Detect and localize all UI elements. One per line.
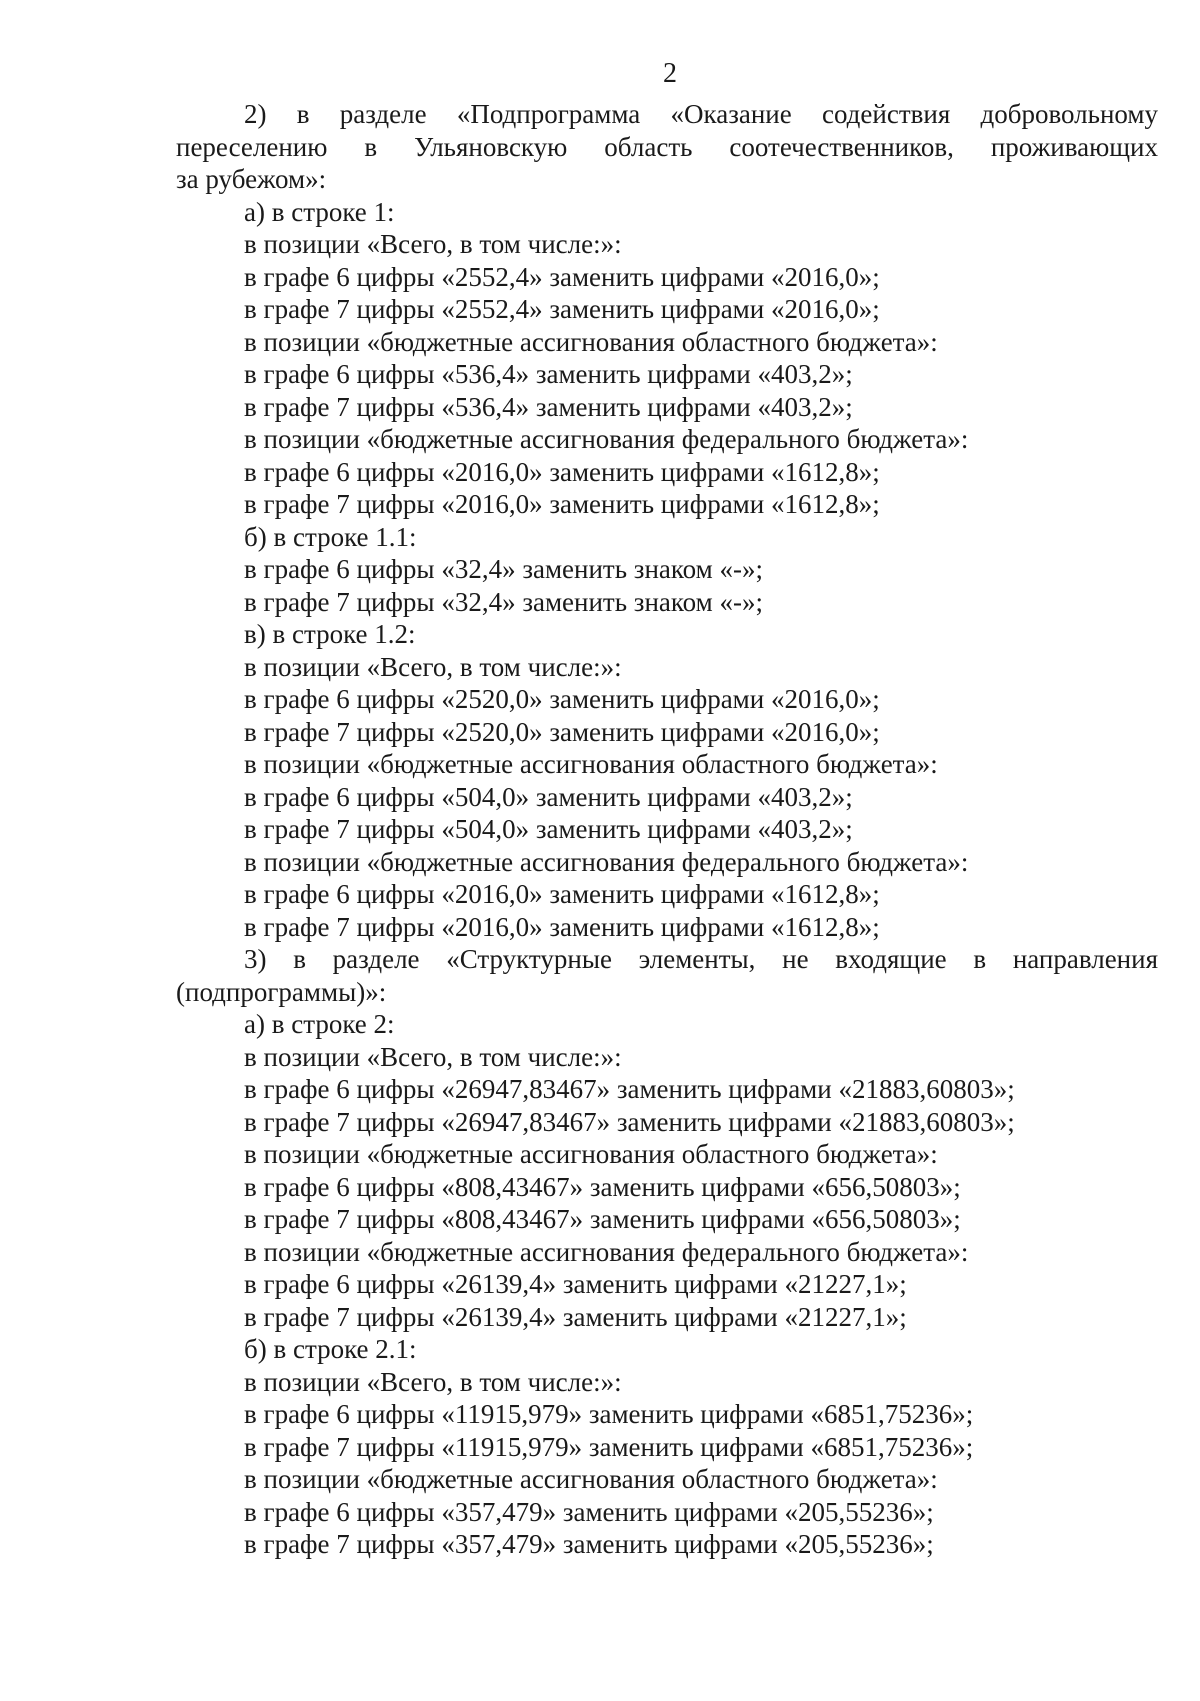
text-line: в позиции «бюджетные ассигнования федерального бюджета»:: [244, 424, 969, 454]
text-line: в графе 6 цифры «2016,0» заменить цифрами «1612,8»;: [244, 456, 880, 487]
text-line: переселению в Ульяновскую область соотечественников, проживающих: [176, 131, 1158, 162]
text-line: в графе 6 цифры «2016,0» заменить цифрами «1612,8»;: [244, 879, 880, 909]
text-line: в графе 6 цифры «26947,83467» заменить цифрами «21883,60803»;: [244, 1074, 1015, 1104]
text-line: 3) в разделе «Структурные элементы, не входящие в направления: [244, 944, 1158, 974]
text-line: в графе 6 цифры «26139,4» заменить цифрами «21227,1»;: [244, 1269, 907, 1299]
text-line: в графе 7 цифры «2520,0» заменить цифрами «2016,0»;: [244, 716, 880, 747]
text-line: а) в строке 1:: [244, 196, 395, 227]
text-line: в графе 6 цифры «536,4» заменить цифрами «403,2»;: [244, 359, 853, 389]
text-line: в графе 7 цифры «26139,4» заменить цифрами «21227,1»;: [244, 1301, 907, 1332]
text-line: в графе 7 цифры «504,0» заменить цифрами «403,2»;: [244, 814, 853, 844]
text-line: 2) в разделе «Подпрограмма «Оказание содействия добровольному: [244, 99, 1158, 129]
text-line: б) в строке 1.1:: [244, 521, 417, 552]
text-line: в графе 6 цифры «2520,0» заменить цифрами «2016,0»;: [244, 684, 880, 714]
text-line: в графе 7 цифры «2016,0» заменить цифрами «1612,8»;: [244, 911, 880, 942]
text-line: (подпрограммы)»:: [176, 976, 387, 1007]
text-line: в позиции «бюджетные ассигнования федерального бюджета»:: [244, 1236, 969, 1267]
text-line: в графе 6 цифры «2552,4» заменить цифрами «2016,0»;: [244, 261, 880, 292]
text-line: в графе 7 цифры «808,43467» заменить цифрами «656,50803»;: [244, 1204, 961, 1234]
text-line: в графе 7 цифры «32,4» заменить знаком «-»;: [244, 586, 763, 617]
text-line: в графе 7 цифры «357,479» заменить цифрами «205,55236»;: [244, 1529, 934, 1559]
text-line: в позиции «Всего, в том числе:»:: [244, 651, 622, 682]
text-line: в позиции «бюджетные ассигнования федерального бюджета»:: [244, 846, 969, 877]
text-line: в позиции «бюджетные ассигнования областного бюджета»:: [244, 1464, 938, 1494]
text-line: в графе 7 цифры «2552,4» заменить цифрами «2016,0»;: [244, 294, 880, 324]
text-line: в графе 6 цифры «504,0» заменить цифрами «403,2»;: [244, 781, 853, 812]
text-line: в позиции «бюджетные ассигнования областного бюджета»:: [244, 749, 938, 779]
text-line: в графе 6 цифры «32,4» заменить знаком «-»;: [244, 554, 763, 584]
text-line: в позиции «бюджетные ассигнования областного бюджета»:: [244, 326, 938, 357]
text-line: б) в строке 2.1:: [244, 1334, 417, 1364]
text-line: в графе 6 цифры «808,43467» заменить цифрами «656,50803»;: [244, 1171, 961, 1202]
page-number: 2: [663, 58, 677, 89]
text-line: в графе 7 цифры «536,4» заменить цифрами «403,2»;: [244, 391, 853, 422]
text-line: в графе 6 цифры «357,479» заменить цифрами «205,55236»;: [244, 1496, 934, 1527]
text-line: в позиции «бюджетные ассигнования областного бюджета»:: [244, 1139, 938, 1169]
text-line: в графе 7 цифры «11915,979» заменить цифрами «6851,75236»;: [244, 1431, 974, 1462]
document-body: [176, 98, 1158, 1561]
text-line: в графе 7 цифры «26947,83467» заменить цифрами «21883,60803»;: [244, 1106, 1015, 1137]
text-line: в позиции «Всего, в том числе:»:: [244, 1366, 622, 1397]
text-line: за рубежом»:: [176, 164, 327, 194]
text-line: в графе 7 цифры «2016,0» заменить цифрами «1612,8»;: [244, 489, 880, 519]
text-line: в позиции «Всего, в том числе:»:: [244, 1041, 622, 1072]
text-line: в) в строке 1.2:: [244, 619, 416, 649]
text-line: а) в строке 2:: [244, 1009, 395, 1039]
text-line: в графе 6 цифры «11915,979» заменить цифрами «6851,75236»;: [244, 1399, 974, 1429]
text-line: в позиции «Всего, в том числе:»:: [244, 229, 622, 259]
